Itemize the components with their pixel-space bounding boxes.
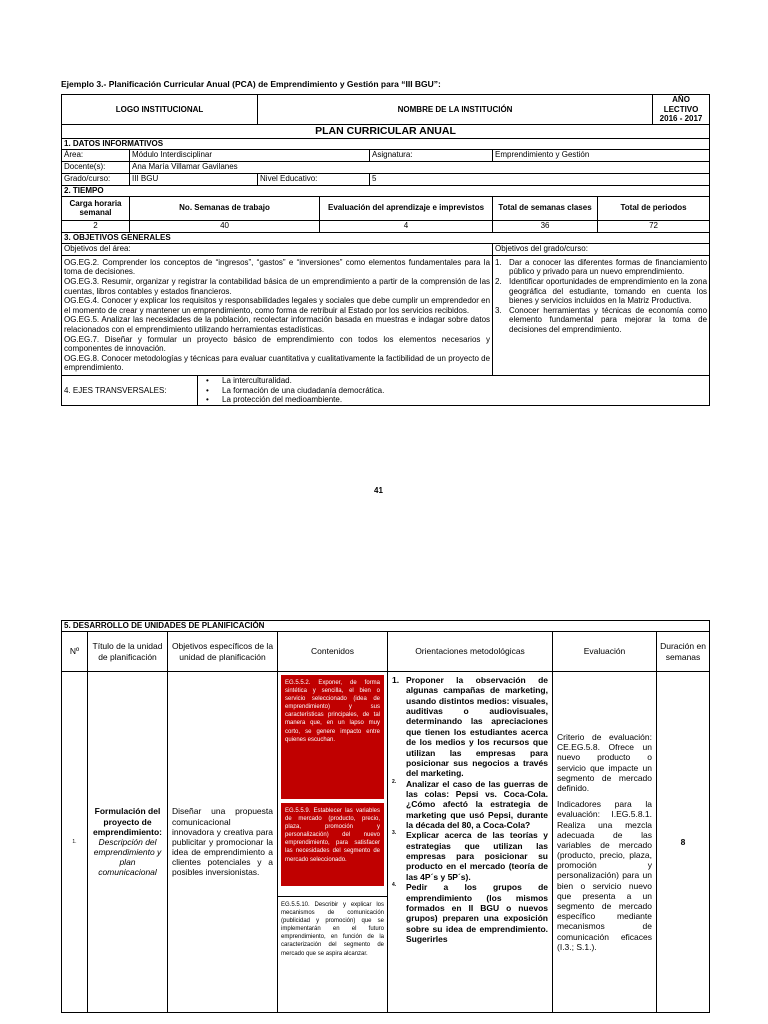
- work-weeks-header: No. Semanas de trabajo: [130, 196, 320, 220]
- evaluation-criterion: Criterio de evaluación: CE.EG.5.8. Ofrece un nuevo producto o servicio que impacte un segmento de mercado definido.: [557, 732, 652, 793]
- axis-item: • La interculturalidad.: [200, 376, 707, 386]
- subject-value: Emprendimiento y Gestión: [493, 149, 710, 161]
- unit-number: 1.: [62, 672, 88, 1013]
- unit-evaluation: [553, 672, 657, 1013]
- col-orientation-header: Orientaciones metodológicas: [388, 632, 553, 672]
- section-4-title: 4. EJES TRANSVERSALES:: [62, 375, 198, 405]
- col-number-header: Nº: [62, 632, 88, 672]
- page-number: 41: [374, 486, 383, 495]
- page-41: [61, 79, 709, 406]
- grade-objectives-label: Objetivos del grado/curso:: [493, 243, 710, 255]
- col-duration-header: Duración en semanas: [657, 632, 710, 672]
- unit-row: [62, 672, 710, 1013]
- weekly-hours-header: Carga horaria semanal: [62, 196, 130, 220]
- evaluation-header: Evaluación del aprendizaje e imprevistos: [320, 196, 493, 220]
- school-year-label: AÑO LECTIVO: [663, 95, 699, 114]
- area-value: Módulo Interdisciplinar: [130, 149, 370, 161]
- orientation-item: 2. Analizar el caso de las guerras de las colas: Pepsi vs. Coca-Cola. ¿Cómo afectó la estrategia de marketing que usó Pepsi, durante la década del 80, a Coca-Cola?: [392, 778, 548, 831]
- axis-item: • La formación de una ciudadanía democrática.: [200, 386, 707, 396]
- section-3-title: 3. OBJETIVOS GENERALES: [62, 232, 710, 243]
- orientation-item: 1. Proponer la observación de algunas campañas de marketing, usando distintos medios: visuales, auditivas o audiovisuales, determinando las apreciaciones que tienen los estudiantes acerca de los medios y los recursos que utilizan las empresas para posicionar sus negocios a través del marketing.: [392, 675, 548, 779]
- grade-objective: 1. Dar a conocer las diferentes formas de financiamiento público y privado para un nuevo emprendimiento.: [495, 257, 708, 277]
- subject-label: Asignatura:: [370, 149, 493, 161]
- area-objective: OG.EG.7. Diseñar y formular un proyecto básico de emprendimiento con todos los elementos necesarios y componentes de innovación.: [64, 334, 491, 354]
- section-5-title: 5. DESARROLLO DE UNIDADES DE PLANIFICACIÓN: [62, 621, 710, 632]
- unit-title: [88, 672, 168, 1013]
- axis-item: • La protección del medioambiente.: [200, 395, 707, 405]
- units-table: [61, 620, 710, 1013]
- unit-title-main: Formulación del proyecto de emprendimiento:: [93, 806, 162, 837]
- area-objectives-label: Objetivos del área:: [62, 243, 493, 255]
- transversal-axes: [198, 375, 710, 405]
- col-title-header: Título de la unidad de planificación: [88, 632, 168, 672]
- area-objective: OG.EG.5. Analizar las necesidades de la población, recolectar información basada en muestras e indagar sobre datos relacionados con el emprendimiento utilizando herramientas estadísticas.: [64, 315, 491, 334]
- unit-objective: Diseñar una propuesta comunicacional innovadora y creativa para publicitar y promocionar la idea de emprendimiento a clientes potenciales y a posibles inversionistas.: [168, 672, 278, 1013]
- area-label: Área:: [62, 149, 130, 161]
- content-block: EG.5.5.9. Establecer las variables de mercado (producto, precio, plaza, promoción y personalización) del nuevo emprendimiento, para satisfacer las necesidades del segmento de mercado seleccionado.: [281, 803, 384, 886]
- institution-name: NOMBRE DE LA INSTITUCIÓN: [258, 95, 653, 125]
- unit-contents: [278, 672, 388, 1013]
- area-objective: OG.EG.3. Resumir, organizar y registrar la contabilidad básica de un emprendimiento a partir de la comprensión de las cuentas, libros contables y estados financieros.: [64, 276, 491, 296]
- unit-orientations: [388, 672, 553, 1013]
- unit-title-sub: Descripción del emprendimiento y plan comunicacional: [93, 836, 162, 878]
- grade-objective: 2. Identificar oportunidades de emprendimiento en la zona geográfica del estudiante, tomando en cuenta los bienes y servicios incluidos en la Matriz Productiva.: [495, 276, 708, 306]
- class-weeks-header: Total de semanas clases: [493, 196, 598, 220]
- class-weeks-value: 36: [493, 220, 598, 232]
- content-block: EG.5.5.2. Exponer, de forma sintética y sencilla, el bien o servicio seleccionado (idea de emprendimiento) y sus características principales, de tal manera que, en un lapso muy corto, se genere impacto entre quienes escuchan.: [281, 675, 384, 799]
- col-objective-header: Objetivos específicos de la unidad de planificación: [168, 632, 278, 672]
- periods-value: 72: [598, 220, 710, 232]
- grade-label: Grado/curso:: [62, 173, 130, 185]
- teacher-label: Docente(s):: [62, 161, 130, 173]
- logo-placeholder: LOGO INSTITUCIONAL: [62, 95, 258, 125]
- grade-objectives: [493, 255, 710, 375]
- area-objective: OG.EG.8. Conocer metodologías y técnicas para evaluar cuantitativa y cualitativamente la factibilidad de un proyecto de emprendimiento.: [64, 353, 491, 373]
- area-objective: OG.EG.4. Conocer y explicar los requisitos y responsabilidades legales y sociales que debe cumplir un emprendedor en el momento de crear y mantener un emprendimiento, como forma de retribuir al Estado por los servicios recibidos.: [64, 296, 491, 315]
- level-label: Nivel Educativo:: [258, 173, 370, 185]
- area-objective: OG.EG.2. Comprender los conceptos de “ingresos”, “gastos” e “inversiones” como elementos fundamentales para la toma de decisiones.: [64, 257, 491, 277]
- orientation-item: 4. Pedir a los grupos de emprendimiento (los mismos formados en II BGU o nuevos grupos) preparen una exposición sobre su idea de emprendimiento. Sugerirles: [392, 882, 548, 944]
- pca-table: [61, 94, 710, 406]
- grade-value: III BGU: [130, 173, 258, 185]
- section-2-title: 2. TIEMPO: [62, 185, 710, 196]
- weekly-hours-value: 2: [62, 220, 130, 232]
- area-objectives: [62, 255, 493, 375]
- evaluation-indicators: Indicadores para la evaluación: I.EG.5.8.1. Realiza una mezcla adecuada de las variables de mercado (producto, precio, plaza, promoción y personalización) para un bien o servicio nuevo que presenta a un segmento de mercado específico mediante mecanismos de comunicación eficaces (I.3.; S.1.).: [557, 799, 652, 952]
- evaluation-value: 4: [320, 220, 493, 232]
- level-value: 5: [370, 173, 710, 185]
- example-heading: Ejemplo 3.- Planificación Curricular Anual (PCA) de Emprendimiento y Gestión para “III BGU”:: [61, 79, 441, 89]
- col-evaluation-header: Evaluación: [553, 632, 657, 672]
- work-weeks-value: 40: [130, 220, 320, 232]
- school-year-value: 2016 - 2017: [659, 114, 703, 124]
- school-year: [653, 95, 710, 125]
- page-42: [61, 620, 709, 1013]
- teacher-value: Ana María Villamar Gavilanes: [130, 161, 710, 173]
- plan-title: PLAN CURRICULAR ANUAL: [62, 124, 710, 138]
- unit-duration: 8: [657, 672, 710, 1013]
- section-1-title: 1. DATOS INFORMATIVOS: [62, 138, 710, 149]
- periods-header: Total de periodos: [598, 196, 710, 220]
- orientation-item: 3. Explicar acerca de las teorías y estrategias que utilizan las empresas para posicionar su producto en el mercado (teoría de las 4P´s y 5P´s).: [392, 830, 548, 882]
- grade-objective: 3. Conocer herramientas y técnicas de economía como elemento fundamental para mejorar la toma de decisiones del emprendimiento.: [495, 305, 708, 334]
- content-block: EG.5.5.10. Describir y explicar los mecanismos de comunicación (publicidad y promoción) que se implementarán en el futuro emprendimiento, en función de la caracterización del segmento de mercado que se aspira alcanzar.: [278, 896, 387, 962]
- col-content-header: Contenidos: [278, 632, 388, 672]
